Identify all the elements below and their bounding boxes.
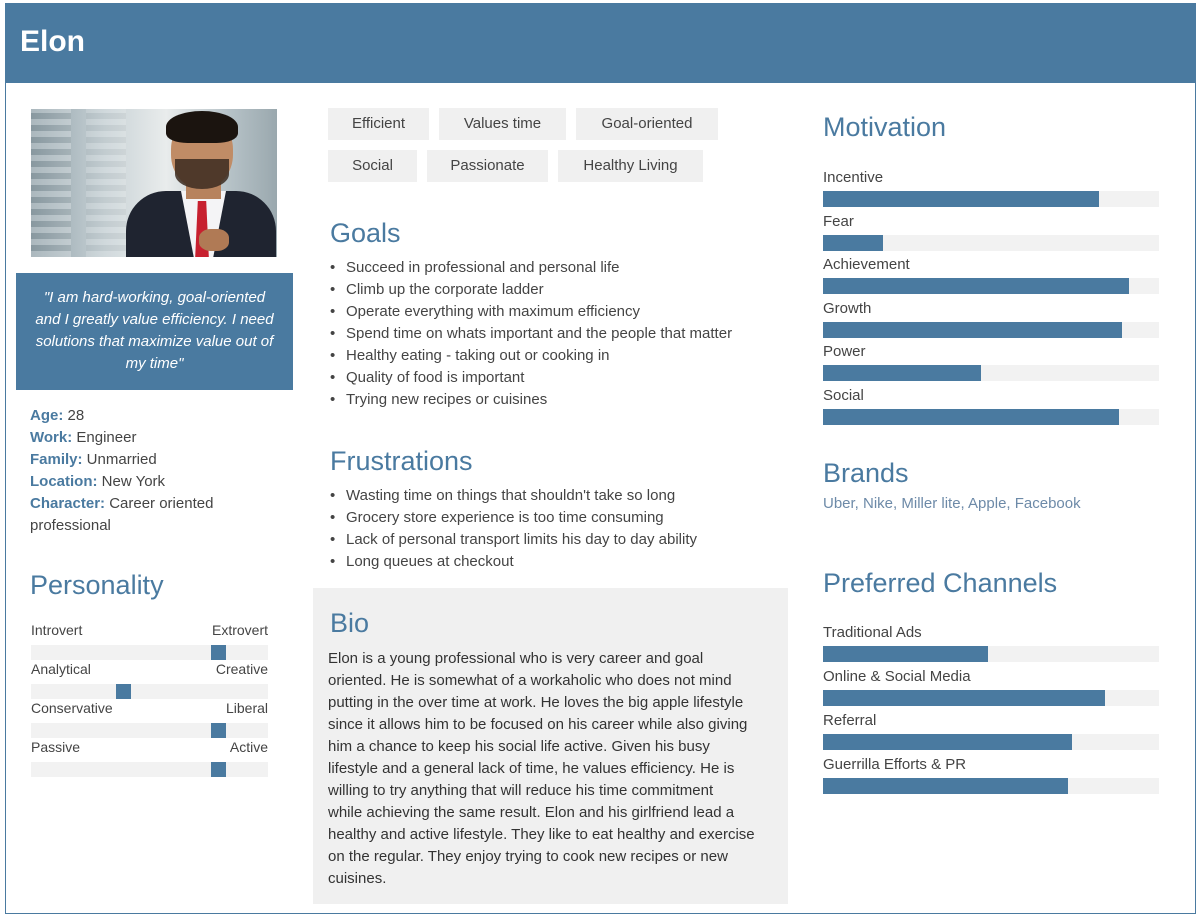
info-family: Family: Unmarried bbox=[30, 451, 157, 468]
demographics bbox=[30, 405, 280, 537]
persona-quote: "I am hard-working, goal-oriented and I greatly value efficiency. I need solutions that maximize value out of my time" bbox=[16, 273, 293, 390]
trait-tag: Values time bbox=[439, 108, 566, 140]
personality-slider: Conservative Liberal bbox=[31, 700, 268, 739]
list-item: • Healthy eating - taking out or cooking in bbox=[330, 345, 790, 367]
bio-title: Bio bbox=[330, 608, 370, 638]
frustrations-list bbox=[330, 485, 790, 573]
list-item: • Climb up the corporate ladder bbox=[330, 279, 790, 301]
list-item: • Wasting time on things that shouldn't take so long bbox=[330, 485, 790, 507]
channel-bar: Referral bbox=[823, 712, 1159, 756]
bar-fill bbox=[823, 322, 1122, 338]
goals-list bbox=[330, 257, 790, 411]
slider-knob bbox=[116, 684, 131, 699]
list-item: • Spend time on whats important and the people that matter bbox=[330, 323, 790, 345]
slider-track bbox=[31, 684, 268, 699]
personality-slider: Analytical Creative bbox=[31, 661, 268, 700]
bar-fill bbox=[823, 278, 1129, 294]
channel-bar: Traditional Ads bbox=[823, 624, 1159, 668]
persona-name: Elon bbox=[20, 25, 85, 58]
goals-title: Goals bbox=[330, 218, 401, 248]
slider-track bbox=[31, 723, 268, 738]
bar-fill bbox=[823, 690, 1105, 706]
bio-text: Elon is a young professional who is very career and goal oriented. He is somewhat of a workaholic who does not mind putting in the over time at work. He loves the big apple lifestyle since it allows him to be focused on his career while also giving him a chance to keep his social life active. Given his busy lifestyle and a general lack of time, he values efficiency. He is willing to try anything that will reduce his time commitment while achieving the same result. Elon and his girlfriend lead a healthy and active lifestyle. They like to eat healthy and exercise on the regular. They enjoy trying to cook new recipes or new cuisines. bbox=[328, 650, 755, 887]
info-character: Character: Career oriented professional bbox=[30, 495, 214, 534]
bar-fill bbox=[823, 191, 1099, 207]
bar-fill bbox=[823, 365, 981, 381]
trait-tag: Passionate bbox=[427, 150, 548, 182]
trait-tag: Healthy Living bbox=[558, 150, 703, 182]
info-location: Location: New York bbox=[30, 473, 166, 490]
bar-fill bbox=[823, 778, 1068, 794]
slider-knob bbox=[211, 645, 226, 660]
persona-photo bbox=[31, 109, 277, 257]
info-work: Work: Engineer bbox=[30, 429, 137, 446]
channels-title: Preferred Channels bbox=[823, 568, 1058, 598]
list-item: • Trying new recipes or cuisines bbox=[330, 389, 790, 411]
bar-fill bbox=[823, 734, 1072, 750]
bar-fill bbox=[823, 646, 988, 662]
slider-track bbox=[31, 645, 268, 660]
trait-tag: Social bbox=[328, 150, 417, 182]
personality-slider: Passive Active bbox=[31, 739, 268, 778]
channel-bar: Guerrilla Efforts & PR bbox=[823, 756, 1159, 800]
list-item: • Long queues at checkout bbox=[330, 551, 790, 573]
list-item: • Lack of personal transport limits his day to day ability bbox=[330, 529, 790, 551]
trait-tag: Goal-oriented bbox=[576, 108, 718, 140]
bar-fill bbox=[823, 409, 1119, 425]
personality-title: Personality bbox=[30, 570, 164, 600]
motivation-title: Motivation bbox=[823, 112, 947, 142]
list-item: • Quality of food is important bbox=[330, 367, 790, 389]
info-age: Age: 28 bbox=[30, 407, 85, 424]
list-item: • Succeed in professional and personal life bbox=[330, 257, 790, 279]
bio-panel bbox=[313, 588, 788, 904]
channel-bar: Online & Social Media bbox=[823, 668, 1159, 712]
brands-list: Uber, Nike, Miller lite, Apple, Facebook bbox=[823, 495, 1081, 512]
motivation-bar: Achievement bbox=[823, 256, 1159, 300]
slider-knob bbox=[211, 762, 226, 777]
bar-fill bbox=[823, 235, 883, 251]
motivation-bar: Incentive bbox=[823, 169, 1159, 213]
motivation-bar: Growth bbox=[823, 300, 1159, 344]
slider-knob bbox=[211, 723, 226, 738]
trait-tag: Efficient bbox=[328, 108, 429, 140]
personality-slider: Introvert Extrovert bbox=[31, 622, 268, 661]
motivation-bar: Fear bbox=[823, 213, 1159, 257]
motivation-bar: Power bbox=[823, 343, 1159, 387]
list-item: • Operate everything with maximum efficiency bbox=[330, 301, 790, 323]
list-item: • Grocery store experience is too time consuming bbox=[330, 507, 790, 529]
motivation-bar: Social bbox=[823, 387, 1159, 431]
slider-track bbox=[31, 762, 268, 777]
frustrations-title: Frustrations bbox=[330, 446, 473, 476]
brands-title: Brands bbox=[823, 458, 909, 488]
header-bar bbox=[5, 3, 1196, 83]
